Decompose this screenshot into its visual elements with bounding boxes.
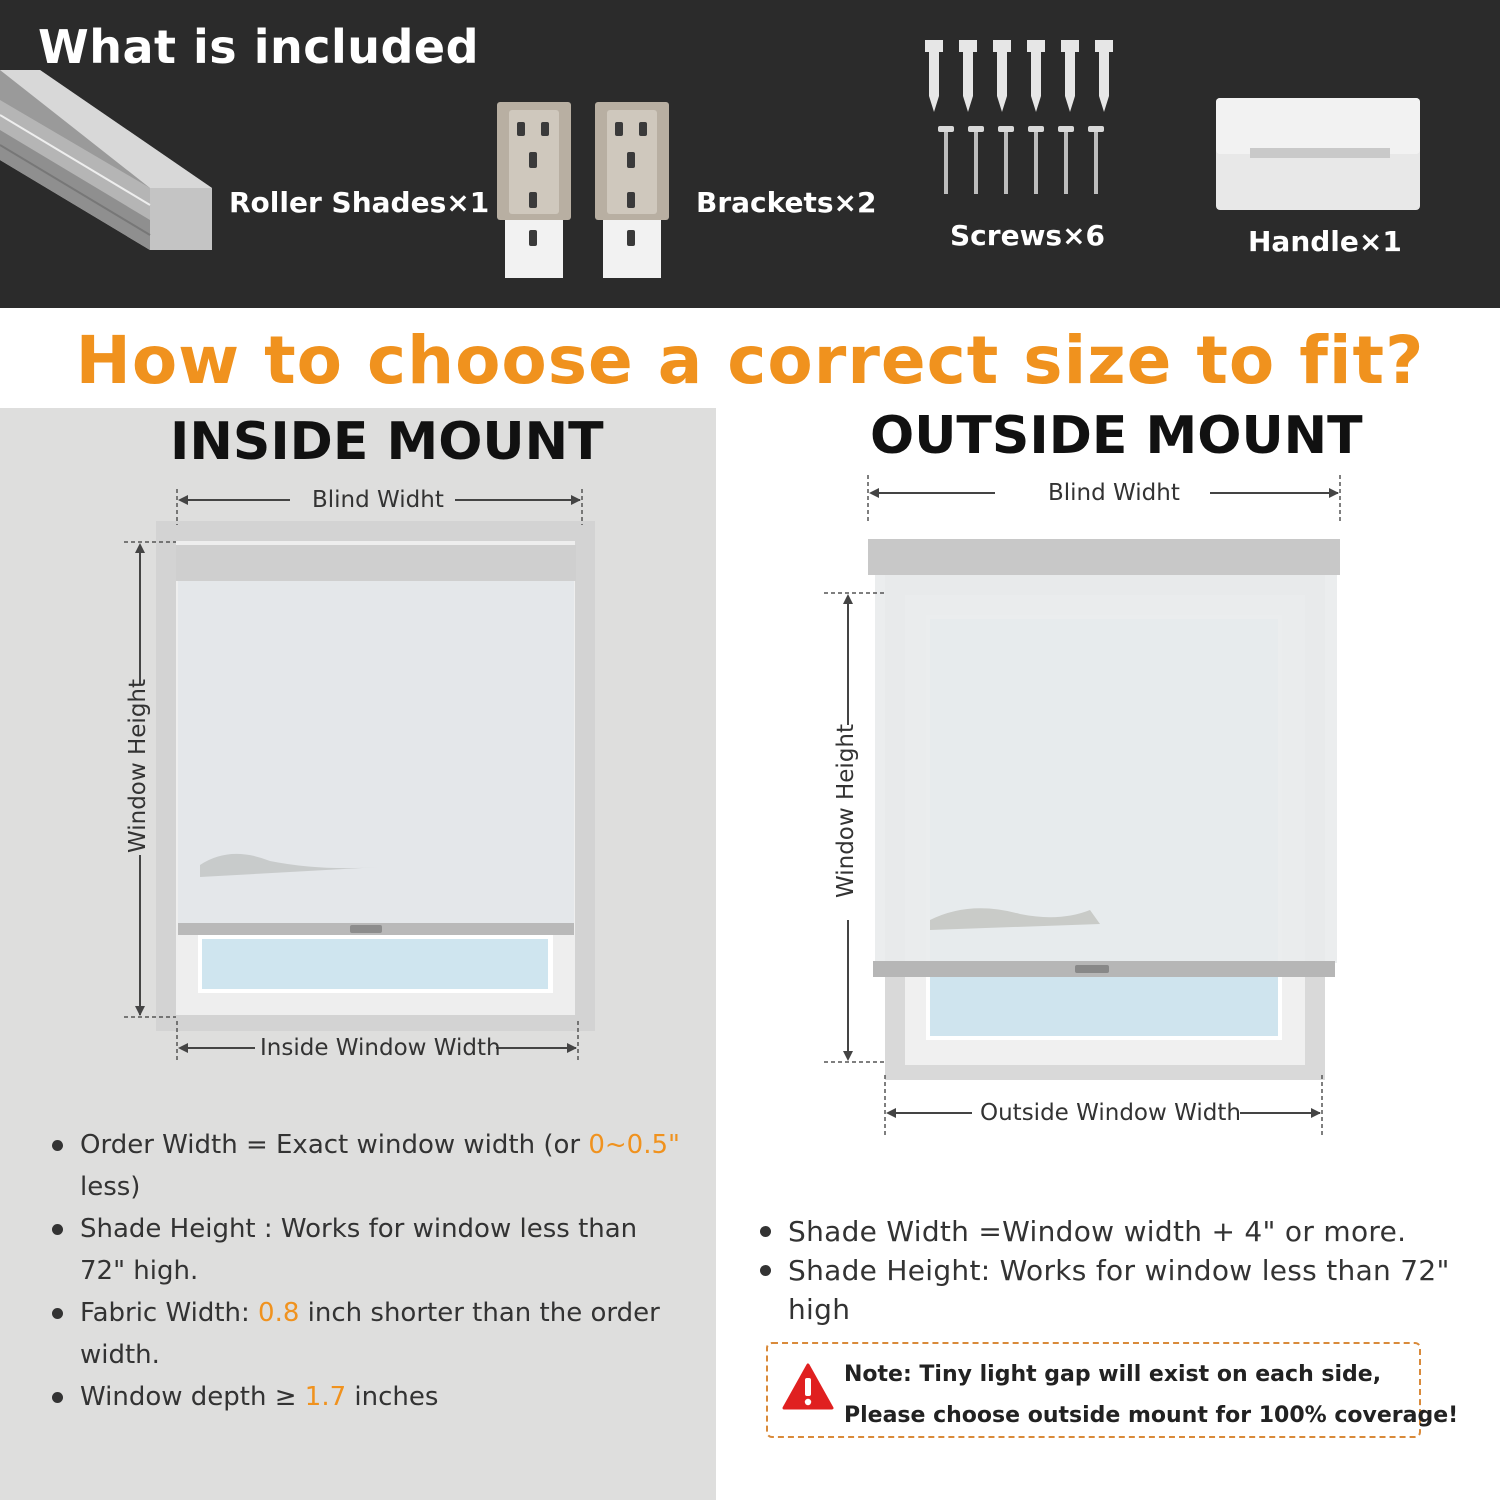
brackets-label: Brackets×2: [696, 186, 877, 219]
note-line-1: Note: Tiny light gap will exist on each side,: [844, 1362, 1382, 1387]
screws-label: Screws×6: [950, 219, 1106, 252]
included-banner: [0, 0, 1500, 308]
outside-blind-width-label: Blind Widht: [1048, 480, 1180, 506]
outside-window-width-label: Outside Window Width: [980, 1100, 1241, 1126]
list-item: Shade Width =Window width + 4" or more.: [758, 1212, 1498, 1251]
screws-image: [920, 36, 1125, 201]
roller-shades-label: Roller Shades×1: [229, 186, 490, 219]
warning-icon: [782, 1362, 834, 1412]
brackets-image: [495, 100, 675, 282]
handle-image: [1210, 92, 1430, 217]
outside-mount-diagram: [820, 475, 1350, 1140]
handle-label: Handle×1: [1248, 225, 1402, 258]
list-item: Shade Height : Works for window less than 72" high.: [50, 1208, 690, 1292]
inside-mount-diagram: [120, 485, 600, 1065]
outside-window-height-label: Window Height: [833, 723, 859, 899]
inside-blind-width-label: Blind Widht: [312, 487, 444, 513]
inside-window-width-label: Inside Window Width: [260, 1035, 501, 1061]
list-item: Order Width = Exact window width (or 0~0.5" less): [50, 1124, 690, 1208]
headline: How to choose a correct size to fit?: [75, 322, 1425, 399]
roller-shade-image: [0, 60, 215, 260]
list-item: Shade Height: Works for window less than 72" high: [758, 1251, 1498, 1329]
note-text: [844, 1354, 1458, 1436]
included-title: What is included: [38, 20, 480, 74]
list-item: Fabric Width: 0.8 inch shorter than the order width.: [50, 1292, 690, 1376]
outside-mount-title: OUTSIDE MOUNT: [870, 406, 1363, 466]
inside-mount-title: INSIDE MOUNT: [170, 412, 604, 472]
outside-mount-notes: [758, 1212, 1498, 1329]
note-line-2: Please choose outside mount for 100% coverage!: [844, 1403, 1459, 1428]
coverage-note: [766, 1342, 1459, 1438]
inside-mount-notes: [50, 1124, 690, 1418]
inside-window-height-label: Window Height: [125, 678, 151, 854]
list-item: Window depth ≥ 1.7 inches: [50, 1376, 690, 1418]
